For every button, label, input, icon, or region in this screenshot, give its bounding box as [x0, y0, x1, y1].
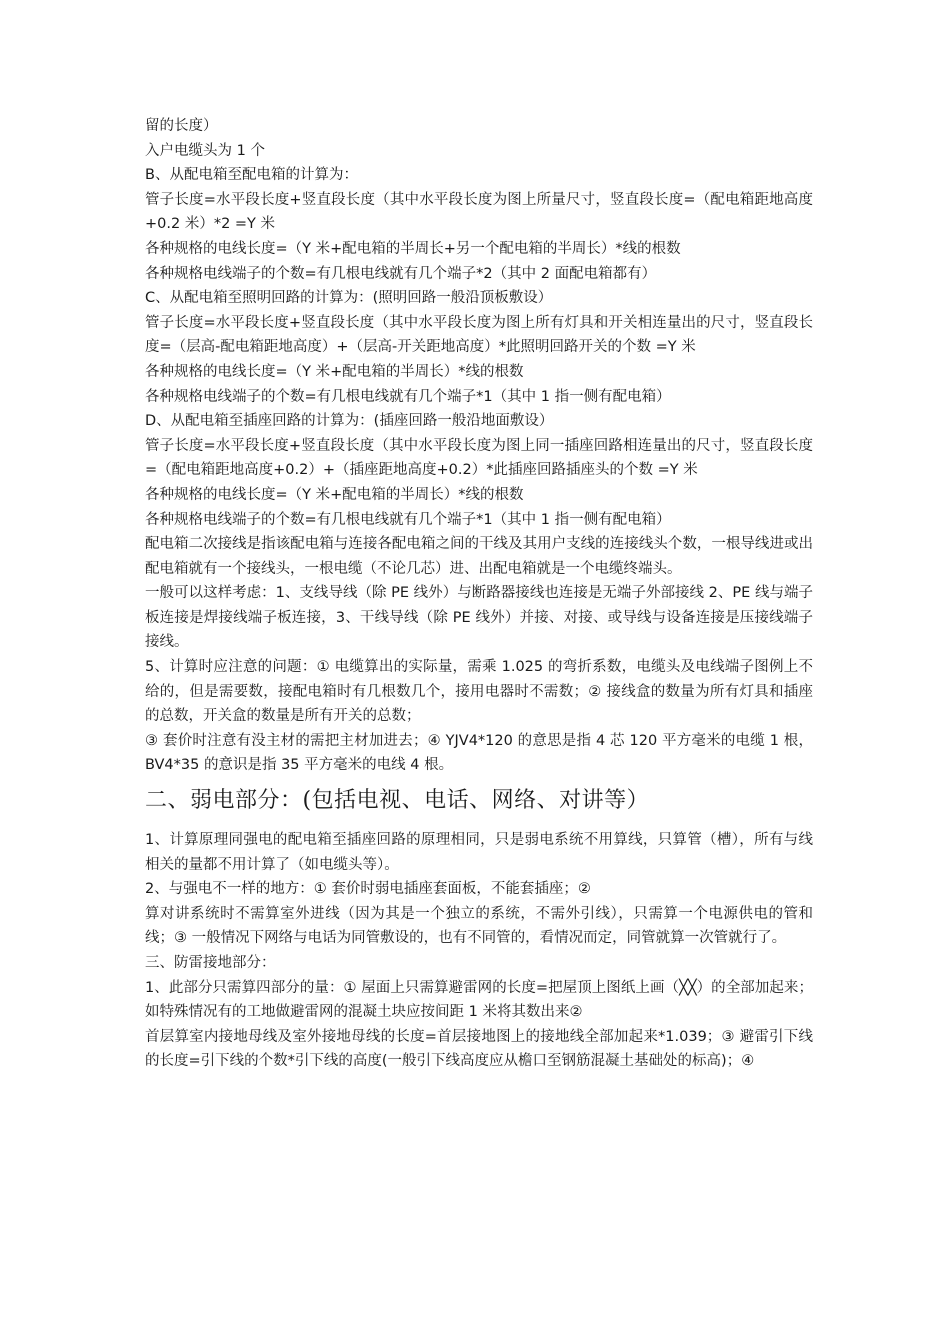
- paragraph: 一般可以这样考虑：1、支线导线（除 PE 线外）与断路器接线也连接是无端子外部接线 2、PE 线与端子板连接是焊接线端子板连接，3、干线导线（除 PE 线外）并接、对接、或导线与设备连接是压接线端子接线。: [145, 585, 813, 651]
- paragraph: 各种规格电线端子的个数=有几根电线就有几个端子*2（其中 2 面配电箱都有）: [145, 265, 657, 282]
- paragraph: D、从配电箱至插座回路的计算为：(插座回路一般沿地面敷设）: [145, 413, 554, 430]
- paragraph: 管子长度=水平段长度+竖直段长度（其中水平段长度为图上所量尺寸，竖直段长度=（配电箱距地高度+0.2 米）*2 =Y 米: [145, 191, 813, 233]
- paragraph: 2、与强电不一样的地方：① 套价时弱电插座套面板，不能套插座；②: [145, 881, 591, 898]
- paragraph: 各种规格的电线长度=（Y 米+配电箱的半周长）*线的根数: [145, 486, 524, 503]
- paragraph: 各种规格电线端子的个数=有几根电线就有几个端子*1（其中 1 指一侧有配电箱）: [145, 511, 671, 528]
- paragraph: 各种规格电线端子的个数=有几根电线就有几个端子*1（其中 1 指一侧有配电箱）: [145, 388, 671, 405]
- paragraph: 各种规格的电线长度=（Y 米+配电箱的半周长）*线的根数: [145, 363, 524, 380]
- paragraph: 三、防雷接地部分：: [145, 955, 276, 971]
- paragraph: 留的长度）: [145, 118, 218, 134]
- section-heading: 二、弱电部分：(包括电视、电话、网络、对讲等）: [145, 788, 650, 814]
- paragraph: 1、计算原理同强电的配电箱至插座回路的原理相同，只是弱电系统不用算线，只算管（槽），所有与线相关的量都不用计算了（如电缆头等）。: [145, 832, 813, 873]
- paragraph: 1、此部分只需算四部分的量：① 屋面上只需算避雷网的长度=把屋顶上图纸上画（╳╳）的全部加起来；如特殊情况有的工地做避雷网的混凝土块应按间距 1 米将其数出来②: [145, 979, 813, 1021]
- paragraph: C、从配电箱至照明回路的计算为：(照明回路一般沿顶板敷设）: [145, 290, 553, 307]
- paragraph: 入户电缆头为 1 个: [145, 142, 265, 159]
- paragraph: 首层算室内接地母线及室外接地母线的长度=首层接地图上的接地线全部加起来*1.039；③ 避雷引下线的长度=引下线的个数*引下线的高度(一般引下线高度应从檐口至钢筋混凝土基础处的标高)；④: [145, 1028, 813, 1070]
- paragraph: 算对讲系统时不需算室外进线（因为其是一个独立的系统，不需外引线），只需算一个电源供电的管和线；③ 一般情况下网络与电话为同管敷设的，也有不同管的，看情况而定，同管就算一次管就行了。: [145, 905, 813, 947]
- paragraph: 5、计算时应注意的问题：① 电缆算出的实际量，需乘 1.025 的弯折系数，电缆头及电线端子图例上不给的，但是需要数，接配电箱时有几根数几个，接用电器时不需数；② 接线盒的数量为所有灯具和插座的总数，开关盒的数量是所有开关的总数；: [145, 659, 813, 725]
- paragraph: 管子长度=水平段长度+竖直段长度（其中水平段长度为图上所有灯具和开关相连量出的尺寸，竖直段长度=（层高-配电箱距地高度）+（层高-开关距地高度）*此照明回路开关的个数 =Y 米: [145, 314, 813, 356]
- paragraph: 配电箱二次接线是指该配电箱与连接各配电箱之间的干线及其用户支线的连接线头个数，一根导线进或出配电箱就有一个接线头，一根电缆（不论几芯）进、出配电箱就是一个电缆终端头。: [145, 536, 813, 577]
- paragraph: B、从配电箱至配电箱的计算为：: [145, 167, 358, 184]
- paragraph: 各种规格的电线长度=（Y 米+配电箱的半周长+另一个配电箱的半周长）*线的根数: [145, 240, 681, 257]
- document-page: [145, 114, 813, 1074]
- paragraph: 管子长度=水平段长度+竖直段长度（其中水平段长度为图上同一插座回路相连量出的尺寸，竖直段长度=（配电箱距地高度+0.2）+（插座距地高度+0.2）*此插座回路插座头的个数 =Y 米: [145, 437, 813, 479]
- paragraph: ③ 套价时注意有没主材的需把主材加进去；④ YJV4*120 的意思是指 4 芯 120 平方毫米的电缆 1 根，BV4*35 的意识是指 35 平方毫米的电线 4 根。: [145, 732, 813, 774]
